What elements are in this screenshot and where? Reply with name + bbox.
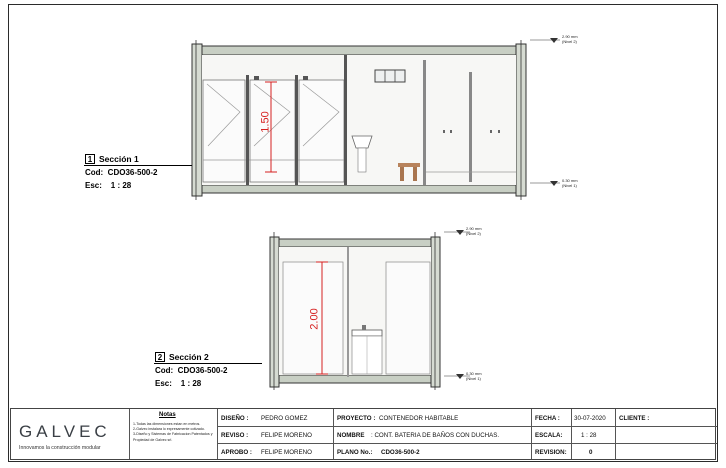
nombre-value: : CONT. BATERIA DE BAÑOS CON DUCHAS. <box>371 432 500 439</box>
logo-tagline: Innovamos la construcción modular <box>19 445 101 451</box>
notes-list: 1-Todas las dimensiones estan en metros. 2-Galvec instalara lo expresamente cotizado. 3-Diseño y Sistemas de Fabricacion Patentados y Propiedad de Galvec srl. <box>133 422 213 442</box>
section-1-level-bottom: 0.30 mm (Nivel 1) <box>562 178 578 188</box>
diseno-label: DISEÑO : <box>221 415 249 422</box>
cliente-label: CLIENTE : <box>619 415 650 422</box>
galvec-logo: GALVEC <box>19 422 111 441</box>
proyecto-label: PROYECTO : <box>337 415 376 422</box>
revision-label: REVISION: <box>535 449 567 456</box>
section-1-title: 1 Sección 1 <box>85 154 139 164</box>
section-2-code: Cod: CDO36-500-2 <box>155 366 228 375</box>
diseno-value: PEDRO GOMEZ <box>261 415 308 422</box>
plano-label: PLANO No.: <box>337 449 373 456</box>
title-block <box>10 408 716 460</box>
nombre-label: NOMBRE <box>337 432 365 439</box>
section-2-level-bottom: 0.30 mm (Nivel 1) <box>466 371 482 381</box>
aprobo-value: FELIPE MORENO <box>261 449 312 456</box>
revision-value: 0 <box>589 449 593 456</box>
plano-value: CDO36-500-2 <box>381 449 420 456</box>
escala-label: ESCALA: <box>535 432 563 439</box>
section-2-scale: Esc: 1 : 28 <box>155 379 202 388</box>
escala-value: 1 : 28 <box>581 432 597 439</box>
notes-title: Notas <box>159 412 176 418</box>
section-2-dimension: 2.00 <box>308 308 321 330</box>
section-1-scale: Esc: 1 : 28 <box>85 181 132 190</box>
section-1-code: Cod: CDO36-500-2 <box>85 168 158 177</box>
section-1-level-top: 2.90 mm (Nivel 2) <box>562 34 578 44</box>
section-2-level-top: 2.90 mm (Nivel 2) <box>466 226 482 236</box>
reviso-label: REVISO : <box>221 432 249 439</box>
section-1-dimension: 1.50 <box>259 111 272 133</box>
fecha-label: FECHA : <box>535 415 560 422</box>
fecha-value: 30-07-2020 <box>574 415 606 422</box>
section-1-underline <box>84 165 192 166</box>
proyecto-value: CONTENEDOR HABITABLE <box>379 415 459 422</box>
reviso-value: FELIPE MORENO <box>261 432 312 439</box>
section-2-title: 2 Sección 2 <box>155 352 209 362</box>
aprobo-label: APROBO : <box>221 449 252 456</box>
section-2-underline <box>154 363 262 364</box>
